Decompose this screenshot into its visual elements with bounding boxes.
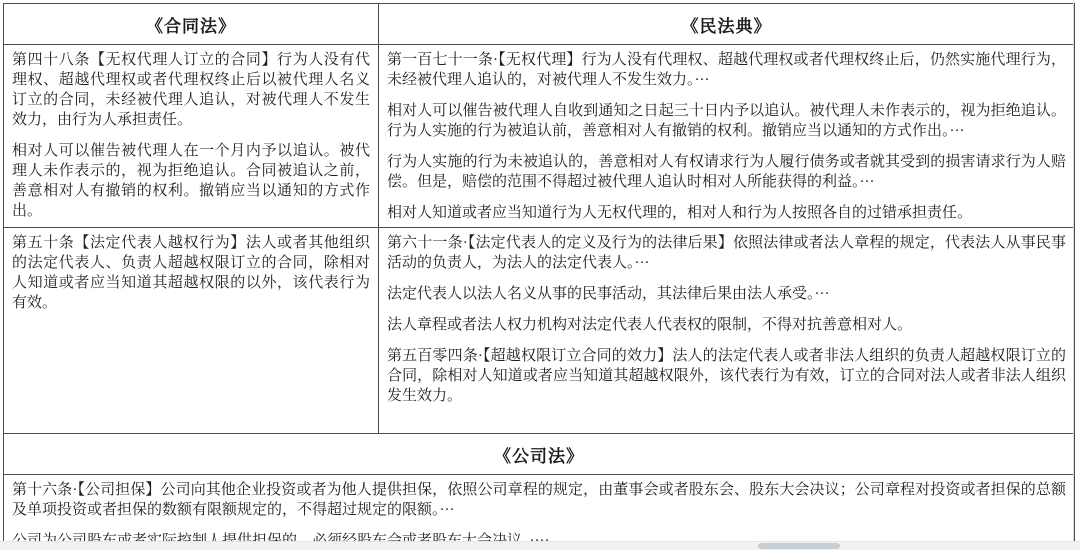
paragraph: 第十六条·【公司担保】公司向其他企业投资或者为他人提供担保，依照公司章程的规定，由董事会或者股东会、股东大会决议；公司章程对投资或者担保的总额及单项投资或者担保的数额有限额规定的，不得超过规定的限额。··· — [12, 482, 1066, 518]
civil-code-header: 《民法典》 — [379, 4, 1075, 45]
row-company-guarantee — [4, 475, 1075, 550]
paragraph: 相对人知道或者应当知道行为人无权代理的，相对人和行为人按照各自的过错承担责任。 — [387, 205, 973, 221]
paragraph: 相对人可以催告被代理人自收到通知之日起三十日内予以追认。被代理人未作表示的，视为拒绝追认。行为人实施的行为被追认前，善意相对人有撤销的权利。撤销应当以通知的方式作出。··· — [387, 103, 1066, 139]
paragraph: 第一百七十一条·【无权代理】行为人没有代理权、超越代理权或者代理权终止后，仍然实施代理行为，未经被代理人追认的，对被代理人不发生效力。··· — [387, 52, 1066, 88]
cell-contract-law-article-50 — [4, 228, 379, 434]
row-unauthorized-agency — [4, 45, 1075, 228]
cell-civil-code-article-171 — [379, 45, 1075, 228]
paragraph: 第六十一条·【法定代表人的定义及行为的法律后果】依照法律或者法人章程的规定，代表法人从事民事活动的负责人，为法人的法定代表人。··· — [387, 235, 1066, 271]
paragraph: 第五百零四条·【超越权限订立合同的效力】法人的法定代表人或者非法人组织的负责人超越权限订立的合同，除相对人知道或者应当知道其超越权限外，该代表行为有效，订立的合同对法人或者非法人组织发生效力。 — [387, 348, 1066, 404]
cell-contract-law-article-48 — [4, 45, 379, 228]
company-law-header: 《公司法》 — [4, 434, 1075, 475]
scrollbar-thumb[interactable] — [758, 543, 840, 549]
paragraph: 第五十条【法定代表人越权行为】法人或者其他组织的法定代表人、负责人超越权限订立的合同，除相对人知道或者应当知道其超越权限的以外，该代表行为有效。 — [12, 235, 370, 311]
page-edge-divider — [1073, 0, 1074, 550]
horizontal-scrollbar[interactable] — [0, 541, 1080, 550]
paragraph: 行为人实施的行为未被追认的，善意相对人有权请求行为人履行债务或者就其受到的损害请求行为人赔偿。但是，赔偿的范围不得超过被代理人追认时相对人所能获得的利益。··· — [387, 154, 1066, 190]
paragraph: 法人章程或者法人权力机构对法定代表人代表权的限制，不得对抗善意相对人。 — [387, 317, 913, 333]
paragraph: 法定代表人以法人名义从事的民事活动，其法律后果由法人承受。··· — [387, 286, 830, 302]
row-legal-representative — [4, 228, 1075, 434]
paragraph: 相对人可以催告被代理人在一个月内予以追认。被代理人未作表示的，视为拒绝追认。合同被追认之前，善意相对人有撤销的权利。撤销应当以通知的方式作出。 — [12, 143, 370, 219]
contract-law-header: 《合同法》 — [4, 4, 379, 45]
cell-civil-code-articles-61-504 — [379, 228, 1075, 434]
header-row — [4, 4, 1075, 45]
law-comparison-table — [3, 3, 1075, 550]
company-law-header-row — [4, 434, 1075, 475]
paragraph: 第四十八条【无权代理人订立的合同】行为人没有代理权、超越代理权或者代理权终止后以被代理人名义订立的合同，未经被代理人追认，对被代理人不发生效力，由行为人承担责任。 — [12, 52, 370, 128]
cell-company-law-article-16 — [4, 475, 1075, 550]
